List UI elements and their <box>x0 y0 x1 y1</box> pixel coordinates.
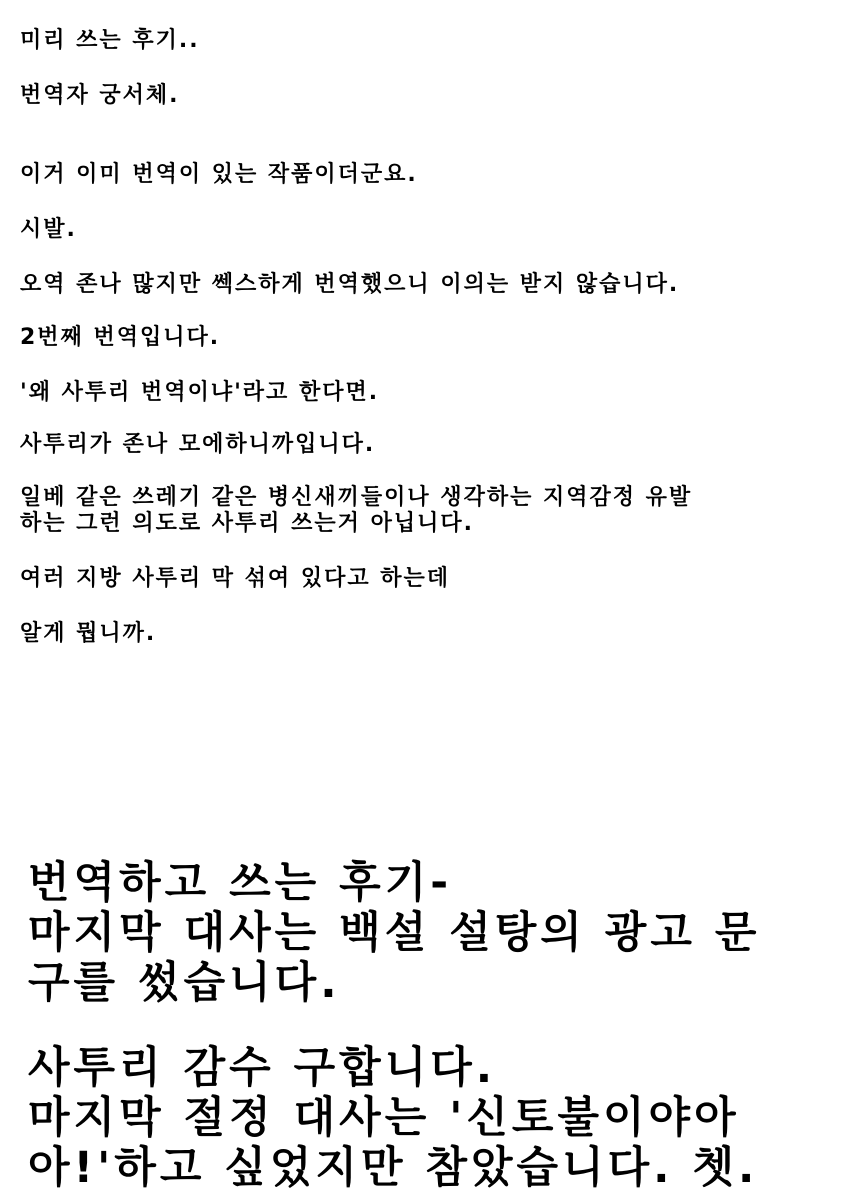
afterword-line-3: 구를 썼습니다. <box>28 958 341 1008</box>
note-line-6: 2번째 번역입니다. <box>20 325 221 350</box>
note-line-1: 미리 쓰는 후기.. <box>20 28 200 53</box>
note-line-5: 오역 존나 많지만 쎅스하게 번역했으니 이의는 받지 않습니다. <box>20 272 680 297</box>
note-line-10: 여러 지방 사투리 막 섞여 있다고 하는데 <box>20 566 450 591</box>
note-line-8: 사투리가 존나 모에하니까입니다. <box>20 432 376 457</box>
note-line-9b: 하는 그런 의도로 사투리 쓰는거 아닙니다. <box>20 511 474 536</box>
note-line-3: 이거 이미 번역이 있는 작품이더군요. <box>20 162 418 187</box>
note-line-11: 알게 뭡니까. <box>20 621 157 646</box>
afterword-line-5: 마지막 절정 대사는 '신토불이야아 <box>28 1093 740 1143</box>
note-line-7: '왜 사투리 번역이냐'라고 한다면. <box>20 380 380 405</box>
afterword-line-2: 마지막 대사는 백설 설탕의 광고 문 <box>28 908 761 958</box>
afterword-line-4: 사투리 감수 구합니다. <box>28 1043 497 1093</box>
note-line-2: 번역자 궁서체. <box>20 83 180 108</box>
afterword-line-6: 아!'하고 싶었지만 참았습니다. 쳇. <box>28 1143 759 1193</box>
note-line-4: 시발. <box>20 217 77 242</box>
note-line-9a: 일베 같은 쓰레기 같은 병신새끼들이나 생각하는 지역감정 유발 <box>20 485 693 510</box>
afterword-line-1: 번역하고 쓰는 후기- <box>28 858 453 908</box>
